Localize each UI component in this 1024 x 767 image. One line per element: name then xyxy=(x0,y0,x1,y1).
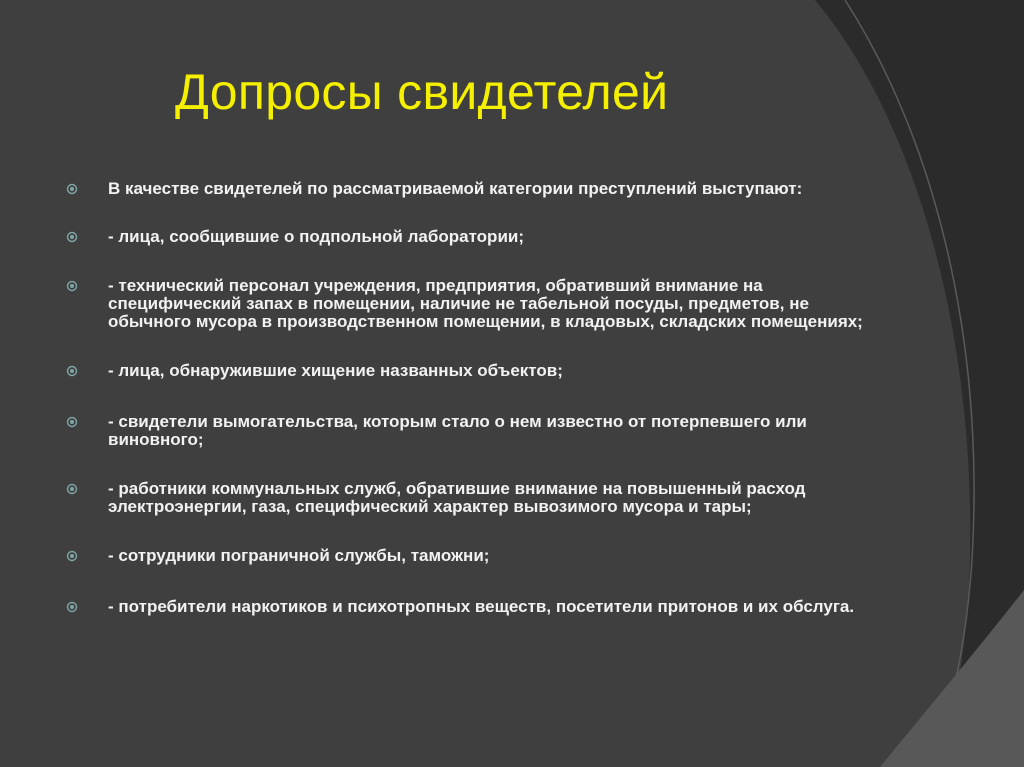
slide-title: Допросы свидетелей xyxy=(175,64,669,120)
list-item-text: - свидетели вымогательства, которым стало о нем известно от потерпевшего или виновного; xyxy=(108,412,807,449)
list-item-text: - лица, обнаружившие хищение названных объектов; xyxy=(108,361,563,380)
list-item-text: В качестве свидетелей по рассматриваемой категории преступлений выступают: xyxy=(108,179,803,198)
list-item-text: - работники коммунальных служб, обратившие внимание на повышенный расход электроэнергии, газа, специфический характер вывозимого мусора и тары; xyxy=(108,479,806,516)
circle-bullet-icon xyxy=(66,365,78,377)
circle-bullet-icon xyxy=(66,280,78,292)
list-item-text: - лица, сообщившие о подпольной лаборатории; xyxy=(108,227,525,246)
circle-bullet-icon xyxy=(66,550,78,562)
circle-bullet-icon xyxy=(66,416,78,428)
circle-bullet-icon xyxy=(66,183,78,195)
list-item xyxy=(62,362,892,380)
list-item xyxy=(62,413,892,449)
list-item xyxy=(62,547,892,565)
list-item xyxy=(62,228,892,246)
list-item xyxy=(62,598,892,616)
list-item xyxy=(62,180,892,198)
circle-bullet-icon xyxy=(66,601,78,613)
circle-bullet-icon xyxy=(66,483,78,495)
list-item-text: - технический персонал учреждения, предприятия, обративший внимание на специфический запах в помещении, наличие не табельной посуды, предметов, не обычного мусора в производственном помещении, в кладовых, складских помещениях; xyxy=(108,276,863,331)
list-item xyxy=(62,480,892,516)
list-item xyxy=(62,277,892,331)
bullet-list xyxy=(62,180,892,616)
circle-bullet-icon xyxy=(66,231,78,243)
list-item-text: - сотрудники пограничной службы, таможни; xyxy=(108,546,490,565)
list-item-text: - потребители наркотиков и психотропных веществ, посетители притонов и их обслуга. xyxy=(108,597,855,616)
